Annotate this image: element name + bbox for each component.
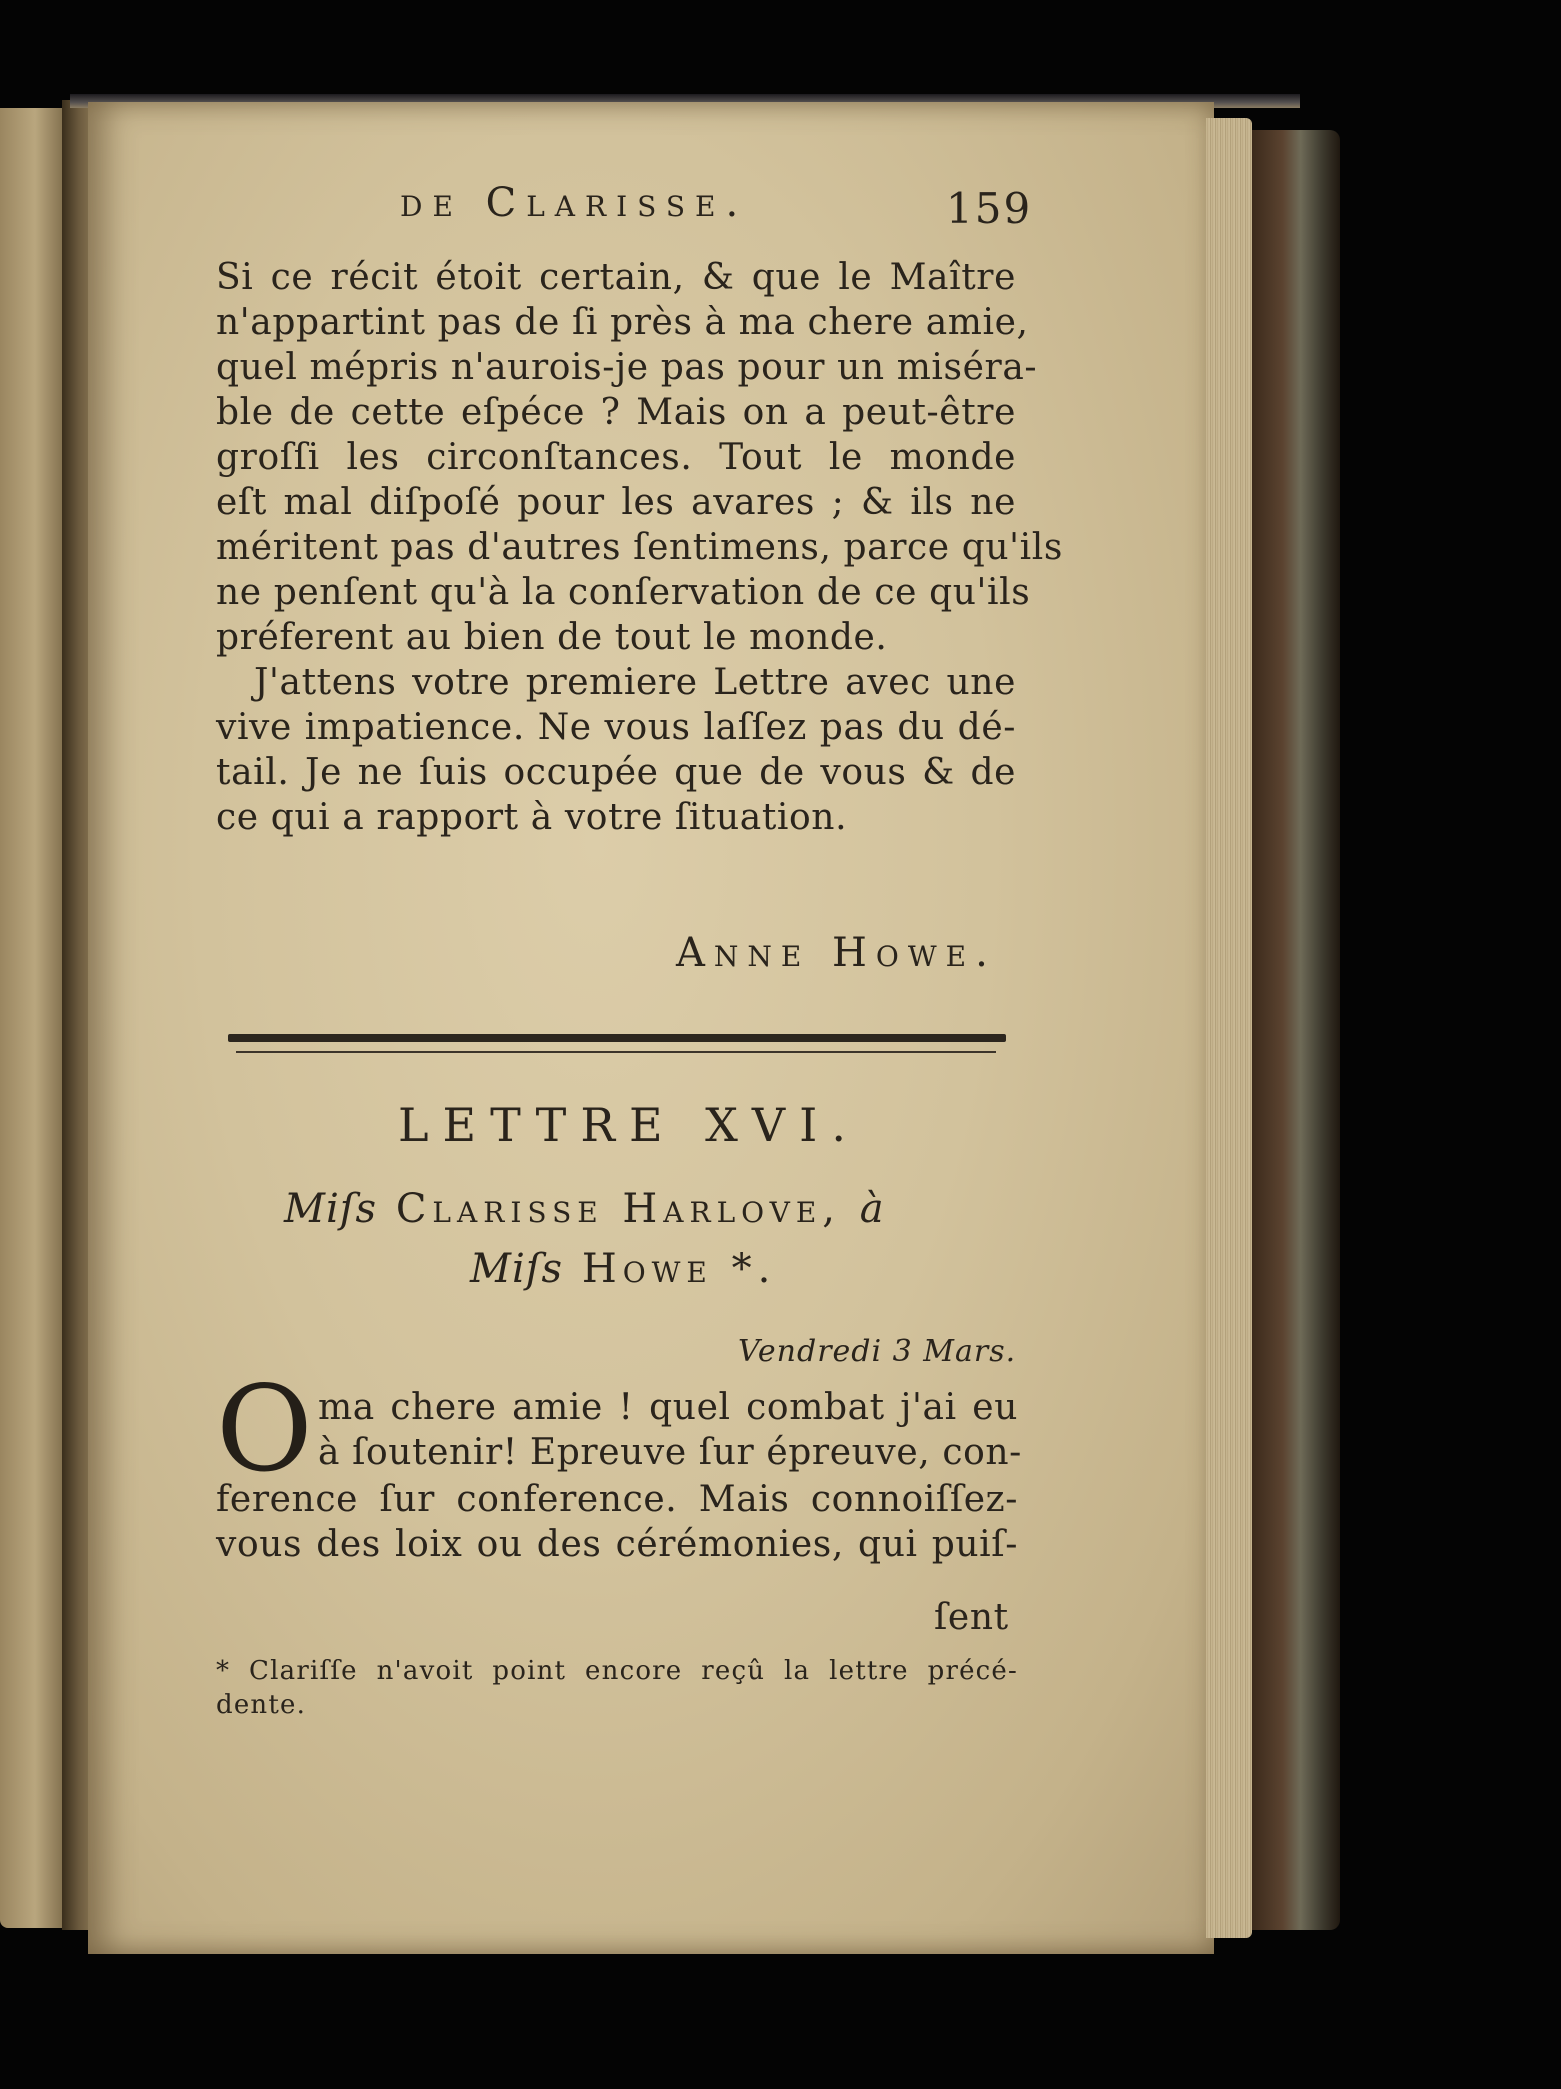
book-cover <box>1252 130 1340 1930</box>
text-line: ma chere amie ! quel combat j'ai eu <box>318 1387 1018 1428</box>
address-prefix: Miſs <box>470 1246 564 1292</box>
text-line: n'appartint pas de ſi près à ma chere amie, <box>216 302 1029 343</box>
text-line: méritent pas d'autres ſentimens, parce qu'ils <box>216 527 1063 568</box>
text-line: ce qui a rapport à votre ſituation. <box>216 797 848 838</box>
page-number: 159 <box>946 184 1033 233</box>
text-line: quel mépris n'aurois-je pas pour un miséra- <box>216 347 1038 388</box>
signature: Anne Howe. <box>676 930 997 976</box>
page-edges <box>1206 118 1252 1938</box>
letter-address-line-2 <box>470 1246 776 1292</box>
letter-body-dropcap-lines <box>318 1385 1022 1475</box>
drop-cap: O <box>216 1360 313 1498</box>
address-suffix: à <box>859 1186 885 1232</box>
separator-rule-thick <box>228 1034 1006 1042</box>
address-name: Howe *. <box>581 1246 777 1292</box>
text-line: Si ce récit étoit certain, & que le Maître <box>216 257 1016 298</box>
body-text <box>216 255 1063 840</box>
address-name: Clarisse Harlove, <box>395 1186 842 1232</box>
footnote-line: dente. <box>216 1690 307 1720</box>
footnote-line: * Clariſſe n'avoit point encore reçû la lettre précé- <box>216 1656 1018 1686</box>
letter-date: Vendredi 3 Mars. <box>738 1334 1017 1369</box>
text-line: J'attens votre premiere Lettre avec une <box>254 662 1016 703</box>
footnote <box>216 1654 1018 1722</box>
text-line: ble de cette eſpéce ? Mais on a peut-être <box>216 392 1016 433</box>
letter-title: LETTRE XVI. <box>398 1098 860 1152</box>
text-line: à ſoutenir! Epreuve ſur épreuve, con- <box>318 1432 1022 1473</box>
text-line: préferent au bien de tout le monde. <box>216 617 888 658</box>
text-line: vive impatience. Ne vous laſſez pas du dé- <box>216 707 1016 748</box>
address-prefix: Miſs <box>284 1186 378 1232</box>
letter-address-line-1 <box>284 1186 885 1232</box>
separator-rule-thin <box>236 1051 996 1053</box>
catchword: ſent <box>934 1597 1009 1638</box>
text-line: ference ſur conference. Mais connoiſſez- <box>216 1479 1018 1520</box>
running-title: de Clarisse. <box>400 180 749 226</box>
text-line: vous des loix ou des cérémonies, qui puiſ- <box>216 1524 1018 1565</box>
text-line: groſſi les circonſtances. Tout le monde <box>216 437 1016 478</box>
text-line: eſt mal diſpoſé pour les avares ; & ils ne <box>216 482 1016 523</box>
text-line: ne penſent qu'à la conſervation de ce qu'ils <box>216 572 1031 613</box>
text-line: tail. Je ne ſuis occupée que de vous & de <box>216 752 1016 793</box>
letter-body <box>216 1477 1018 1567</box>
